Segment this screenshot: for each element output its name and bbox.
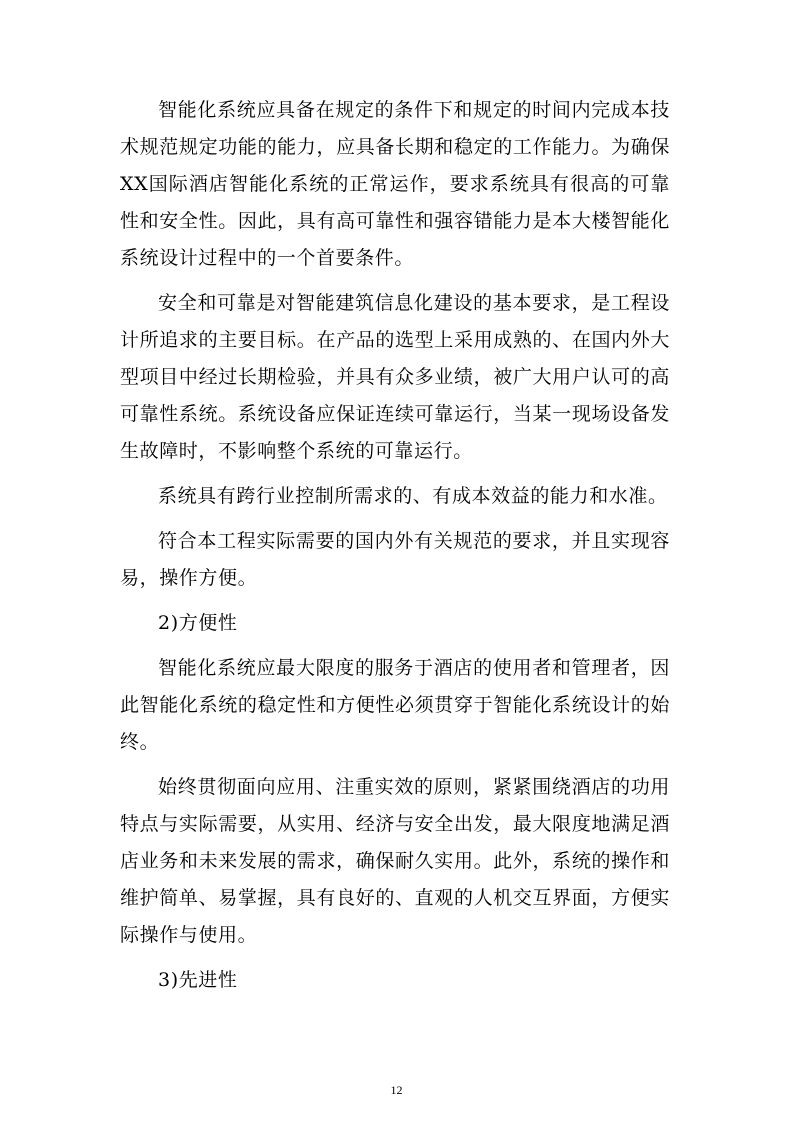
paragraph-safety-reliability: 安全和可靠是对智能建筑信息化建设的基本要求，是工程设计所追求的主要目标。在产品的选型上采用成熟的、在国内外大型项目中经过长期检验，并具有众多业绩，被广大用户认可的高可靠性系统。系统设备应保证连续可靠运行，当某一现场设备发生故障时，不影响整个系统的可靠运行。 xyxy=(120,292,670,462)
document-body xyxy=(120,92,670,1007)
section-heading-convenience: 2)方便性 xyxy=(158,612,238,634)
paragraph-cross-industry: 系统具有跨行业控制所需求的、有成本效益的能力和水准。 xyxy=(158,485,668,507)
paragraph-convenience-service: 智能化系统应最大限度的服务于酒店的使用者和管理者，因此智能化系统的稳定性和方便性必须贯穿于智能化系统设计的始终。 xyxy=(120,657,670,753)
paragraph-standards: 符合本工程实际需要的国内外有关规范的要求，并且实现容易，操作方便。 xyxy=(120,530,670,589)
section-heading-advanced: 3)先进性 xyxy=(158,969,238,991)
paragraph-practical-use: 始终贯彻面向应用、注重实效的原则，紧紧围绕酒店的功用特点与实际需要，从实用、经济与安全出发，最大限度地满足酒店业务和未来发展的需求，确保耐久实用。此外，系统的操作和维护简单、易掌握，具有良好的、直观的人机交互界面，方便实际操作与使用。 xyxy=(120,776,670,946)
page-number: 12 xyxy=(390,1083,403,1097)
paragraph-reliability-intro: 智能化系统应具备在规定的条件下和规定的时间内完成本技术规范规定功能的能力，应具备长期和稳定的工作能力。为确保XX国际酒店智能化系统的正常运作，要求系统具有很高的可靠性和安全性。因此，具有高可靠性和强容错能力是本大楼智能化系统设计过程中的一个首要条件。 xyxy=(120,99,670,269)
